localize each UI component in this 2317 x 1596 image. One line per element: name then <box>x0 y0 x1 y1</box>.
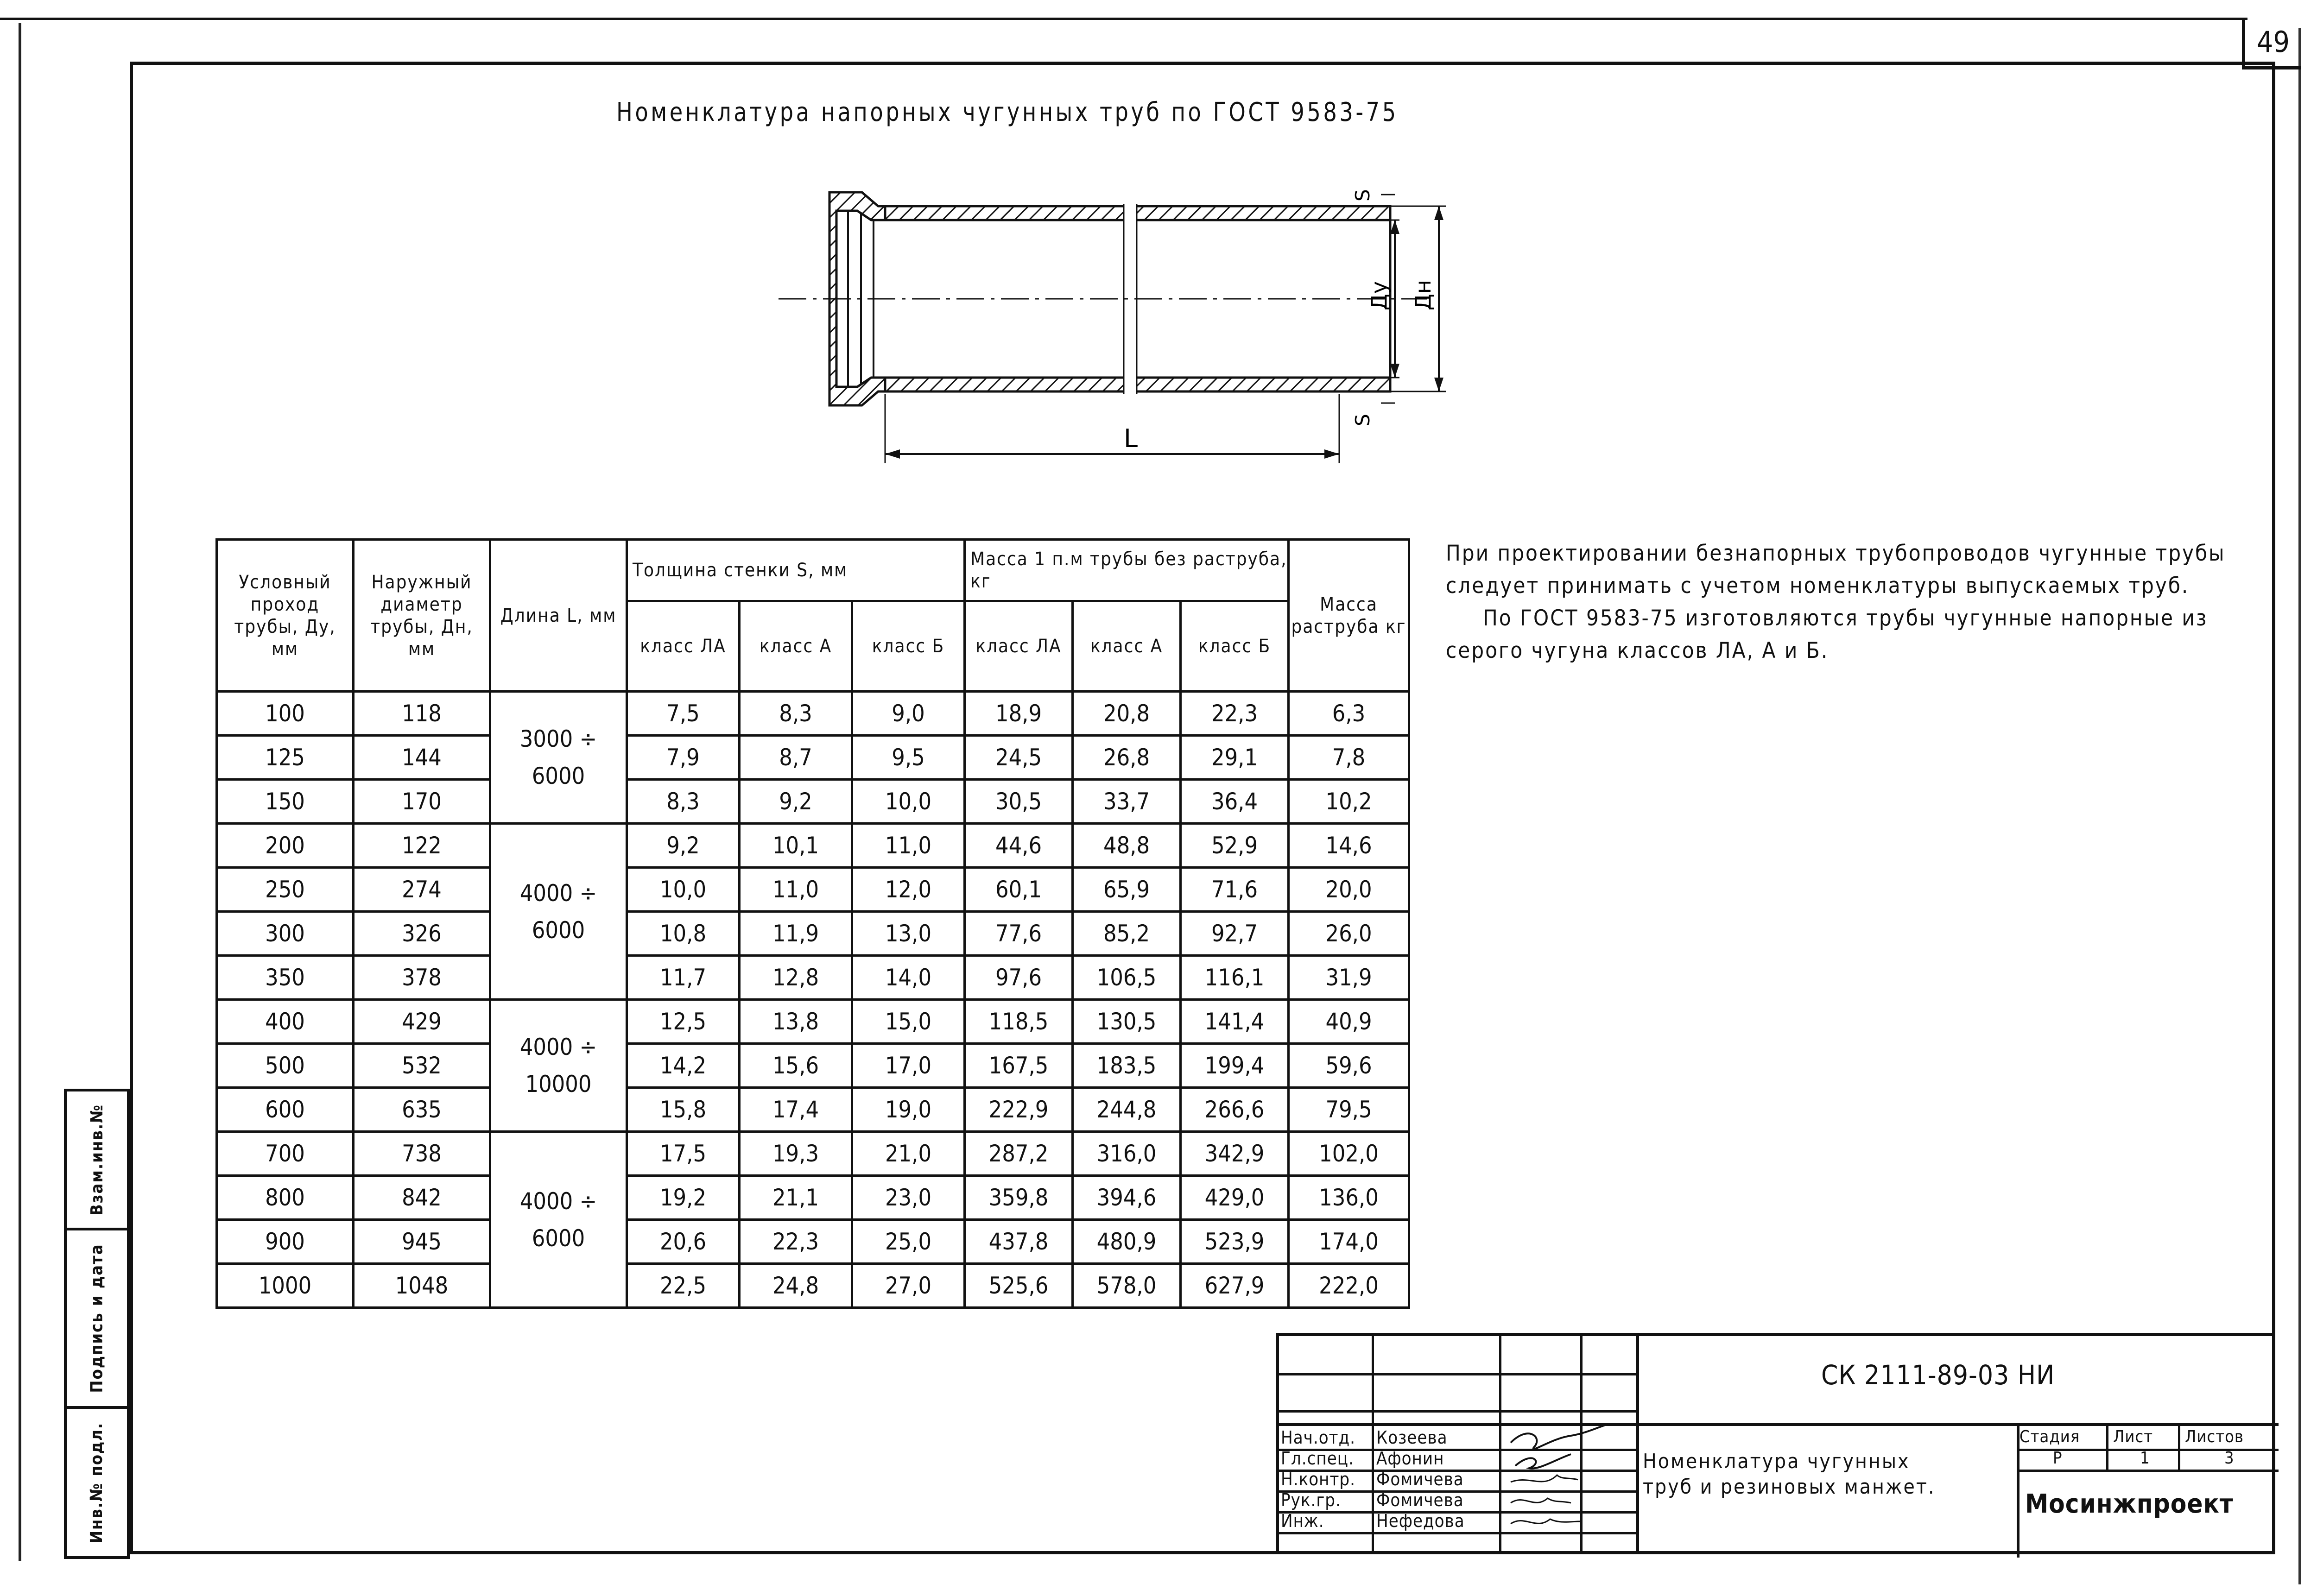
cell-length: 4000 ÷ 10000 <box>490 1000 627 1132</box>
cell-value: 9,0 <box>852 692 965 736</box>
cell-value: 13,0 <box>852 912 965 956</box>
cell-value: 523,9 <box>1181 1220 1289 1264</box>
cell-nominal: 800 <box>217 1176 354 1220</box>
cell-value: 244,8 <box>1073 1088 1181 1132</box>
cell-value: 22,3 <box>1181 692 1289 736</box>
cell-value: 12,8 <box>740 956 852 1000</box>
cell-value: 14,0 <box>852 956 965 1000</box>
cell-value: 15,0 <box>852 1000 965 1044</box>
cell-value: 174,0 <box>1289 1220 1409 1264</box>
table-row <box>217 1044 1409 1088</box>
name-fomicheva-2: Фомичева <box>1376 1490 1464 1510</box>
cell-outer: 532 <box>354 1044 490 1088</box>
cell-value: 20,0 <box>1289 868 1409 912</box>
cell-value: 59,6 <box>1289 1044 1409 1088</box>
cell-outer: 274 <box>354 868 490 912</box>
cell-value: 15,8 <box>627 1088 740 1132</box>
cell-outer: 170 <box>354 780 490 824</box>
cell-outer: 144 <box>354 736 490 780</box>
cell-value: 14,6 <box>1289 824 1409 868</box>
class-header: класс Б <box>852 601 965 692</box>
cell-value: 36,4 <box>1181 780 1289 824</box>
cell-value: 13,8 <box>740 1000 852 1044</box>
cell-nominal: 350 <box>217 956 354 1000</box>
cell-value: 12,5 <box>627 1000 740 1044</box>
cell-value: 25,0 <box>852 1220 965 1264</box>
table-row <box>217 736 1409 780</box>
organization-name: Мосинжпроект <box>2025 1489 2234 1519</box>
cell-value: 19,0 <box>852 1088 965 1132</box>
role-norm-control: Н.контр. <box>1281 1469 1355 1489</box>
class-header: класс ЛА <box>627 601 740 692</box>
cell-value: 525,6 <box>965 1264 1073 1308</box>
cell-length: 4000 ÷ 6000 <box>490 824 627 1000</box>
cell-value: 15,6 <box>740 1044 852 1088</box>
cell-value: 287,2 <box>965 1132 1073 1176</box>
cell-outer: 122 <box>354 824 490 868</box>
cell-value: 71,6 <box>1181 868 1289 912</box>
name-afonin: Афонин <box>1376 1448 1444 1469</box>
length-label: L <box>1124 424 1138 453</box>
sheets-value: 3 <box>2224 1449 2235 1468</box>
cell-nominal: 900 <box>217 1220 354 1264</box>
cell-outer: 429 <box>354 1000 490 1044</box>
cell-value: 627,9 <box>1181 1264 1289 1308</box>
page-title: Номенклатура напорных чугунных труб по ГОСТ 9583-75 <box>616 97 1399 127</box>
cell-value: 33,7 <box>1073 780 1181 824</box>
header-nominal: Условный проход трубы, Ду, мм <box>217 540 354 692</box>
pipe-body <box>779 192 1427 405</box>
cell-value: 24,8 <box>740 1264 852 1308</box>
table-row <box>217 692 1409 736</box>
signatures <box>1501 1410 1640 1558</box>
pipe-nomenclature-table <box>215 538 1410 1309</box>
cell-outer: 1048 <box>354 1264 490 1308</box>
cell-value: 11,0 <box>740 868 852 912</box>
cell-value: 44,6 <box>965 824 1073 868</box>
cell-value: 11,9 <box>740 912 852 956</box>
cell-outer: 738 <box>354 1132 490 1176</box>
class-header: класс Б <box>1181 601 1289 692</box>
cell-value: 85,2 <box>1073 912 1181 956</box>
note-paragraph-2: По ГОСТ 9583-75 изготовляются трубы чугунные напорные из серого чугуна классов ЛА, А и Б. <box>1446 606 2208 663</box>
table-row <box>217 868 1409 912</box>
cell-nominal: 100 <box>217 692 354 736</box>
cell-value: 11,0 <box>852 824 965 868</box>
cell-outer: 118 <box>354 692 490 736</box>
cell-value: 199,4 <box>1181 1044 1289 1088</box>
right-edge-line <box>2298 28 2301 1584</box>
header-mass: Масса 1 п.м трубы без раструба, кг <box>965 540 1289 601</box>
cell-value: 10,2 <box>1289 780 1409 824</box>
cell-value: 19,3 <box>740 1132 852 1176</box>
cell-value: 183,5 <box>1073 1044 1181 1088</box>
cell-value: 10,1 <box>740 824 852 868</box>
sheet-label: Лист <box>2113 1427 2153 1446</box>
cell-value: 118,5 <box>965 1000 1073 1044</box>
cell-value: 77,6 <box>965 912 1073 956</box>
stage-label: Стадия <box>2019 1427 2080 1446</box>
cell-value: 21,1 <box>740 1176 852 1220</box>
header-outer: Наружный диаметр трубы, Дн, мм <box>354 540 490 692</box>
cell-value: 52,9 <box>1181 824 1289 868</box>
table-row <box>217 1132 1409 1176</box>
sheets-label: Листов <box>2185 1427 2244 1446</box>
cell-value: 116,1 <box>1181 956 1289 1000</box>
cell-value: 65,9 <box>1073 868 1181 912</box>
class-header: класс ЛА <box>965 601 1073 692</box>
cell-nominal: 1000 <box>217 1264 354 1308</box>
table-row <box>217 1264 1409 1308</box>
role-head: Нач.отд. <box>1281 1427 1356 1448</box>
cell-value: 8,3 <box>740 692 852 736</box>
drawing-code: СК 2111-89-03 НИ <box>1821 1359 2055 1391</box>
cell-value: 22,3 <box>740 1220 852 1264</box>
dy-label: Ду <box>1367 281 1392 310</box>
replacement-inventory-label: Взам.инв.№ <box>87 1104 107 1216</box>
table-row <box>217 1000 1409 1044</box>
cell-value: 18,9 <box>965 692 1073 736</box>
cell-value: 26,8 <box>1073 736 1181 780</box>
cell-value: 6,3 <box>1289 692 1409 736</box>
cell-value: 20,6 <box>627 1220 740 1264</box>
cell-value: 10,0 <box>627 868 740 912</box>
cell-value: 14,2 <box>627 1044 740 1088</box>
cell-value: 7,8 <box>1289 736 1409 780</box>
dn-label: Дн <box>1411 279 1436 310</box>
cell-value: 17,4 <box>740 1088 852 1132</box>
role-group-lead: Рук.гр. <box>1281 1490 1341 1510</box>
cell-value: 12,0 <box>852 868 965 912</box>
cell-value: 8,7 <box>740 736 852 780</box>
cell-value: 30,5 <box>965 780 1073 824</box>
side-stamp <box>64 1089 130 1559</box>
pipe-drawing <box>779 167 1501 482</box>
cell-value: 578,0 <box>1073 1264 1181 1308</box>
cell-value: 79,5 <box>1289 1088 1409 1132</box>
cell-value: 106,5 <box>1073 956 1181 1000</box>
cell-value: 23,0 <box>852 1176 965 1220</box>
table-row <box>217 1220 1409 1264</box>
cell-value: 342,9 <box>1181 1132 1289 1176</box>
cell-nominal: 600 <box>217 1088 354 1132</box>
cell-value: 222,9 <box>965 1088 1073 1132</box>
signature-date-label: Подпись и дата <box>87 1243 107 1393</box>
role-chief-spec: Гл.спец. <box>1281 1448 1354 1469</box>
cell-value: 9,5 <box>852 736 965 780</box>
cell-value: 437,8 <box>965 1220 1073 1264</box>
cell-nominal: 300 <box>217 912 354 956</box>
cell-value: 17,0 <box>852 1044 965 1088</box>
cell-value: 10,8 <box>627 912 740 956</box>
cell-value: 130,5 <box>1073 1000 1181 1044</box>
cell-value: 40,9 <box>1289 1000 1409 1044</box>
doc-title-line-1: Номенклатура чугунных <box>1643 1450 1910 1473</box>
cell-value: 136,0 <box>1289 1176 1409 1220</box>
cell-value: 92,7 <box>1181 912 1289 956</box>
cell-value: 22,5 <box>627 1264 740 1308</box>
cell-value: 102,0 <box>1289 1132 1409 1176</box>
header-thickness: Толщина стенки S, мм <box>627 540 965 601</box>
left-binding-line <box>19 23 21 1561</box>
cell-value: 222,0 <box>1289 1264 1409 1308</box>
table-row <box>217 956 1409 1000</box>
cell-value: 316,0 <box>1073 1132 1181 1176</box>
cell-value: 167,5 <box>965 1044 1073 1088</box>
sheet-number: 49 <box>2242 18 2301 69</box>
cell-value: 480,9 <box>1073 1220 1181 1264</box>
cell-value: 48,8 <box>1073 824 1181 868</box>
design-note <box>1446 537 2261 667</box>
top-border-line <box>0 18 2247 20</box>
original-inventory-label: Инв.№ подл. <box>87 1422 107 1543</box>
cell-value: 7,5 <box>627 692 740 736</box>
cell-value: 60,1 <box>965 868 1073 912</box>
cell-length: 4000 ÷ 6000 <box>490 1132 627 1308</box>
sheet-value: 1 <box>2140 1449 2150 1468</box>
title-block <box>1276 1333 2275 1554</box>
cell-nominal: 700 <box>217 1132 354 1176</box>
cell-value: 141,4 <box>1181 1000 1289 1044</box>
cell-nominal: 150 <box>217 780 354 824</box>
header-length: Длина L, мм <box>490 540 627 692</box>
cell-value: 31,9 <box>1289 956 1409 1000</box>
s-bottom-label: S <box>1351 414 1374 426</box>
cell-nominal: 200 <box>217 824 354 868</box>
cell-outer: 326 <box>354 912 490 956</box>
note-paragraph-1: При проектировании безнапорных трубопроводов чугунные трубы следует принимать с учетом номенклатуры выпускаемых труб. <box>1446 541 2226 599</box>
table-row <box>217 912 1409 956</box>
cell-value: 394,6 <box>1073 1176 1181 1220</box>
cell-value: 97,6 <box>965 956 1073 1000</box>
table-row <box>217 824 1409 868</box>
cell-value: 17,5 <box>627 1132 740 1176</box>
cell-value: 19,2 <box>627 1176 740 1220</box>
cell-outer: 842 <box>354 1176 490 1220</box>
table-row <box>217 1088 1409 1132</box>
cell-nominal: 125 <box>217 736 354 780</box>
cell-value: 27,0 <box>852 1264 965 1308</box>
cell-length: 3000 ÷ 6000 <box>490 692 627 824</box>
class-header: класс А <box>1073 601 1181 692</box>
header-socket: Масса раструба кг <box>1289 540 1409 692</box>
s-top-label: S <box>1351 189 1374 202</box>
name-fomicheva: Фомичева <box>1376 1469 1464 1489</box>
cell-value: 266,6 <box>1181 1088 1289 1132</box>
cell-value: 8,3 <box>627 780 740 824</box>
cell-value: 9,2 <box>627 824 740 868</box>
doc-title-line-2: труб и резиновых манжет. <box>1643 1475 1936 1499</box>
role-engineer: Инж. <box>1281 1511 1324 1531</box>
cell-outer: 378 <box>354 956 490 1000</box>
cell-value: 20,8 <box>1073 692 1181 736</box>
cell-outer: 635 <box>354 1088 490 1132</box>
cell-value: 21,0 <box>852 1132 965 1176</box>
cell-value: 26,0 <box>1289 912 1409 956</box>
cell-value: 429,0 <box>1181 1176 1289 1220</box>
cell-nominal: 400 <box>217 1000 354 1044</box>
cell-value: 24,5 <box>965 736 1073 780</box>
cell-outer: 945 <box>354 1220 490 1264</box>
cell-nominal: 250 <box>217 868 354 912</box>
cell-value: 29,1 <box>1181 736 1289 780</box>
stage-value: Р <box>2053 1449 2063 1468</box>
cell-nominal: 500 <box>217 1044 354 1088</box>
name-kozeeva: Козеева <box>1376 1427 1448 1448</box>
class-header: класс А <box>740 601 852 692</box>
name-nefedova: Нефедова <box>1376 1511 1465 1531</box>
cell-value: 11,7 <box>627 956 740 1000</box>
cell-value: 359,8 <box>965 1176 1073 1220</box>
table-row <box>217 780 1409 824</box>
cell-value: 7,9 <box>627 736 740 780</box>
cell-value: 10,0 <box>852 780 965 824</box>
cell-value: 9,2 <box>740 780 852 824</box>
table-row <box>217 1176 1409 1220</box>
